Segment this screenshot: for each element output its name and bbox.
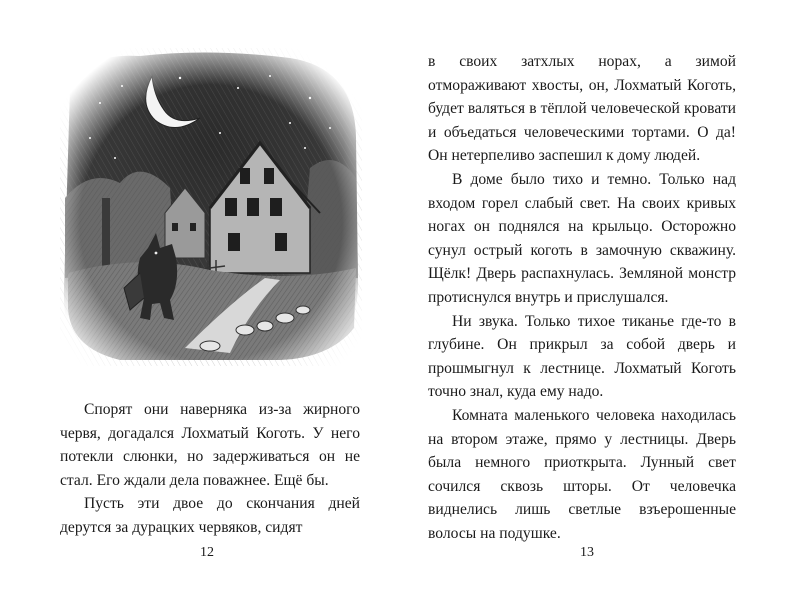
paragraph: В доме было тихо и темно. Только над входом горел слабый свет. На своих кривых ногах он поднялся на крыльцо. Осторожно сунул острый коготь в замочную скважину. Щёлк! Дверь распахнулась. Земляной монстр протиснулся внутрь и прислушался.	[428, 170, 736, 306]
paragraph: Комната маленького человека находилась на втором этаже, прямо у лестницы. Дверь была немного приоткрыта. Лунный свет сочился сквозь шторы. От человечка виднелись лишь светлые взъерошенные волосы на подушке.	[428, 406, 736, 542]
right-page-text	[428, 50, 736, 545]
left-page-text	[60, 398, 360, 540]
page-number-right: 13	[580, 545, 594, 560]
paragraph: Спорят они наверняка из-за жирного червя, догадался Лохматый Коготь. У него потекли слюнки, но задерживаться он не стал. Его ждали дела поважнее. Ещё бы.	[60, 401, 360, 489]
page-number-left: 12	[200, 545, 214, 560]
night-house-illustration	[60, 48, 362, 366]
paragraph: Ни звука. Только тихое тиканье где-то в глубине. Он прикрыл за собой дверь и прошмыгнул к лестнице. Лохматый Коготь точно знал, куда ему надо.	[428, 312, 736, 401]
paragraph-continuation: в своих затхлых норах, а зимой отмораживают хвосты, он, Лохматый Коготь, будет валяться в тёплой человеческой кровати и объедаться человеческими тортами. О да! Он нетерпеливо заспешил к дому людей.	[428, 53, 736, 165]
right-page	[400, 0, 800, 600]
crescent-moon-night-house-monster-icon	[60, 48, 362, 366]
paragraph: Пусть эти двое до скончания дней дерутся за дурацких червяков, сидят	[60, 495, 360, 536]
